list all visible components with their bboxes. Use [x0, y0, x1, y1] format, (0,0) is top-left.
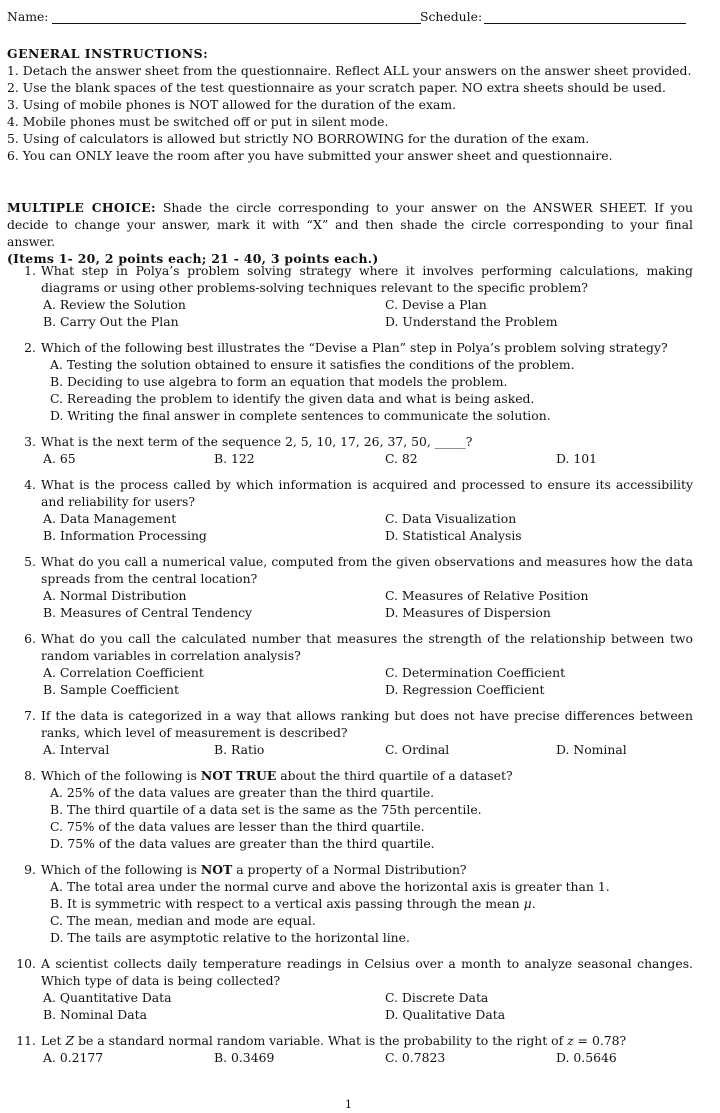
option-d: D. Statistical Analysis — [385, 528, 522, 543]
option-c: C. 0.7823 — [385, 1050, 446, 1065]
option-a: A. 0.2177 — [43, 1050, 104, 1065]
option-a: A. 25% of the data values are greater than the third quartile. — [50, 785, 435, 800]
option-b-text: B. It is symmetric with respect to a vertical axis passing through the mean — [50, 896, 520, 911]
instruction-item: 1. Detach the answer sheet from the questionnaire. Reflect ALL your answers on the answer sheet provided. — [7, 63, 692, 78]
instruction-item: 5. Using of calculators is allowed but strictly NO BORROWING for the duration of the exam. — [7, 131, 590, 146]
options — [50, 878, 720, 946]
option-b — [50, 895, 720, 912]
option-a: A. Quantitative Data — [43, 990, 172, 1005]
question-7 — [0, 707, 720, 758]
instruction-item: 3. Using of mobile phones is NOT allowed for the duration of the exam. — [7, 97, 457, 112]
question-1 — [0, 262, 720, 330]
question-text-before: Let — [41, 1033, 62, 1048]
option-a: A. Interval — [43, 742, 110, 757]
answer-blank: _____ — [434, 434, 466, 449]
question-6 — [0, 630, 720, 698]
schedule-field-line[interactable] — [484, 23, 686, 24]
mu-symbol: μ — [523, 896, 532, 911]
general-instructions-title: GENERAL INSTRUCTIONS: — [7, 46, 209, 61]
question-text — [41, 1032, 693, 1049]
options — [50, 784, 720, 852]
option-b: B. Carry Out the Plan — [43, 314, 179, 329]
options — [43, 587, 720, 621]
option-b: B. The third quartile of a data set is the same as the 75th percentile. — [50, 802, 482, 817]
question-4 — [0, 476, 720, 544]
option-c: C. The mean, median and mode are equal. — [50, 913, 316, 928]
options — [43, 741, 720, 758]
option-d: D. Regression Coefficient — [385, 682, 545, 697]
question-text: What step in Polya’s problem solving strategy where it involves performing calculations, making diagrams or using other problems-solving techniques relevant to the specific problem? — [41, 263, 693, 295]
option-d: D. Nominal — [556, 742, 627, 757]
page-number: 1 — [345, 1098, 352, 1111]
multiple-choice-instruction: Shade the circle corresponding to your answer on the ANSWER SHEET. If you decide to change your answer, mark it with “X” and then shade the circle corresponding to your final answer. — [7, 200, 693, 249]
question-text-before: Which of the following is — [41, 768, 197, 783]
option-b-period: . — [531, 896, 536, 911]
option-b: B. Measures of Central Tendency — [43, 605, 253, 620]
option-c: C. Data Visualization — [385, 511, 517, 526]
options — [43, 510, 720, 544]
instruction-item: 6. You can ONLY leave the room after you have submitted your answer sheet and questionnaire. — [7, 148, 613, 163]
option-d: D. Understand the Problem — [385, 314, 558, 329]
options — [43, 1049, 720, 1066]
question-2 — [0, 339, 720, 424]
instruction-item: 2. Use the blank spaces of the test questionnaire as your scratch paper. NO extra sheets should be used. — [7, 80, 666, 95]
option-d: D. Qualitative Data — [385, 1007, 506, 1022]
option-a: A. Data Management — [43, 511, 177, 526]
question-text-after: ? — [465, 434, 473, 449]
option-b: B. 0.3469 — [214, 1050, 275, 1065]
question-5 — [0, 553, 720, 621]
option-b: B. Deciding to use algebra to form an equation that models the problem. — [50, 374, 508, 389]
options — [43, 450, 720, 467]
question-text — [41, 861, 693, 878]
question-3 — [0, 433, 720, 467]
question-list — [0, 262, 720, 1075]
question-text-before: Which of the following is — [41, 862, 197, 877]
multiple-choice-title: MULTIPLE CHOICE: — [7, 200, 156, 215]
multiple-choice-instructions — [7, 199, 693, 267]
question-number: 7. — [24, 708, 36, 723]
name-label: Name: — [7, 9, 49, 24]
question-number: 5. — [24, 554, 36, 569]
options — [43, 296, 720, 330]
question-text-after: about the third quartile of a dataset? — [280, 768, 513, 783]
option-a: A. Correlation Coefficient — [43, 665, 204, 680]
question-8 — [0, 767, 720, 852]
question-number: 8. — [24, 768, 36, 783]
question-text — [41, 767, 693, 784]
option-a: A. Normal Distribution — [43, 588, 187, 603]
question-text: A scientist collects daily temperature readings in Celsius over a month to analyze seasonal changes. Which type of data is being collected? — [41, 956, 693, 988]
general-instructions — [7, 45, 697, 164]
option-c: C. Determination Coefficient — [385, 665, 566, 680]
option-d: D. Writing the final answer in complete sentences to communicate the solution. — [50, 408, 551, 423]
question-10 — [0, 955, 720, 1023]
option-d: D. The tails are asymptotic relative to the horizontal line. — [50, 930, 410, 945]
question-text: What is the process called by which information is acquired and processed to ensure its accessibility and reliability for users? — [41, 477, 693, 509]
header — [7, 8, 693, 26]
option-b: B. Sample Coefficient — [43, 682, 180, 697]
option-c: C. Discrete Data — [385, 990, 489, 1005]
option-b: B. Ratio — [214, 742, 265, 757]
option-d: D. 101 — [556, 451, 598, 466]
math-expression-rest: = 0.78? — [573, 1033, 627, 1048]
option-a: A. Testing the solution obtained to ensure it satisfies the conditions of the problem. — [50, 357, 575, 372]
option-d: D. 75% of the data values are greater than the third quartile. — [50, 836, 435, 851]
points-note: (Items 1- 20, 2 points each; 21 - 40, 3 points each.) — [7, 251, 379, 266]
question-11 — [0, 1032, 720, 1066]
question-number: 1. — [24, 263, 36, 278]
question-emphasis: NOT TRUE — [200, 768, 277, 783]
instruction-item: 4. Mobile phones must be switched off or put in silent mode. — [7, 114, 389, 129]
option-c: C. 82 — [385, 451, 418, 466]
option-a: A. Review the Solution — [43, 297, 186, 312]
option-d: D. 0.5646 — [556, 1050, 617, 1065]
option-a: A. The total area under the normal curve and above the horizontal axis is greater than 1. — [50, 879, 610, 894]
name-field-line[interactable] — [52, 23, 421, 24]
question-number: 9. — [24, 862, 36, 877]
question-text: If the data is categorized in a way that allows ranking but does not have precise differences between ranks, which level of measurement is described? — [41, 708, 693, 740]
option-d: D. Measures of Dispersion — [385, 605, 551, 620]
option-c: C. Measures of Relative Position — [385, 588, 589, 603]
question-number: 2. — [24, 340, 36, 355]
question-text-mid: be a standard normal random variable. What is the probability to the right of — [78, 1033, 564, 1048]
question-text: Which of the following best illustrates the “Devise a Plan” step in Polya’s problem solving strategy? — [41, 340, 668, 355]
option-b: B. Nominal Data — [43, 1007, 147, 1022]
options — [50, 356, 720, 424]
question-number: 10. — [16, 956, 36, 971]
option-c: C. 75% of the data values are lesser than the third quartile. — [50, 819, 425, 834]
question-number: 11. — [16, 1033, 36, 1048]
option-c: C. Rereading the problem to identify the given data and what is being asked. — [50, 391, 535, 406]
schedule-label: Schedule: — [420, 9, 483, 24]
option-a: A. 65 — [43, 451, 76, 466]
option-c: C. Ordinal — [385, 742, 450, 757]
math-expression: z — [567, 1033, 574, 1048]
options — [43, 989, 720, 1023]
question-number: 6. — [24, 631, 36, 646]
question-text: What do you call a numerical value, computed from the given observations and measures how the data spreads from the central location? — [41, 554, 693, 586]
options — [43, 664, 720, 698]
question-emphasis: NOT — [200, 862, 233, 877]
variable-z: Z — [65, 1033, 75, 1048]
question-text-after: a property of a Normal Distribution? — [236, 862, 467, 877]
option-b: B. 122 — [214, 451, 255, 466]
option-c: C. Devise a Plan — [385, 297, 487, 312]
option-b: B. Information Processing — [43, 528, 207, 543]
question-9 — [0, 861, 720, 946]
question-text-before: What is the next term of the sequence 2, 5, 10, 17, 26, 37, 50, — [41, 434, 431, 449]
question-text — [41, 433, 693, 450]
question-text: What do you call the calculated number that measures the strength of the relationship between two random variables in correlation analysis? — [41, 631, 693, 663]
question-number: 4. — [24, 477, 36, 492]
question-number: 3. — [24, 434, 36, 449]
